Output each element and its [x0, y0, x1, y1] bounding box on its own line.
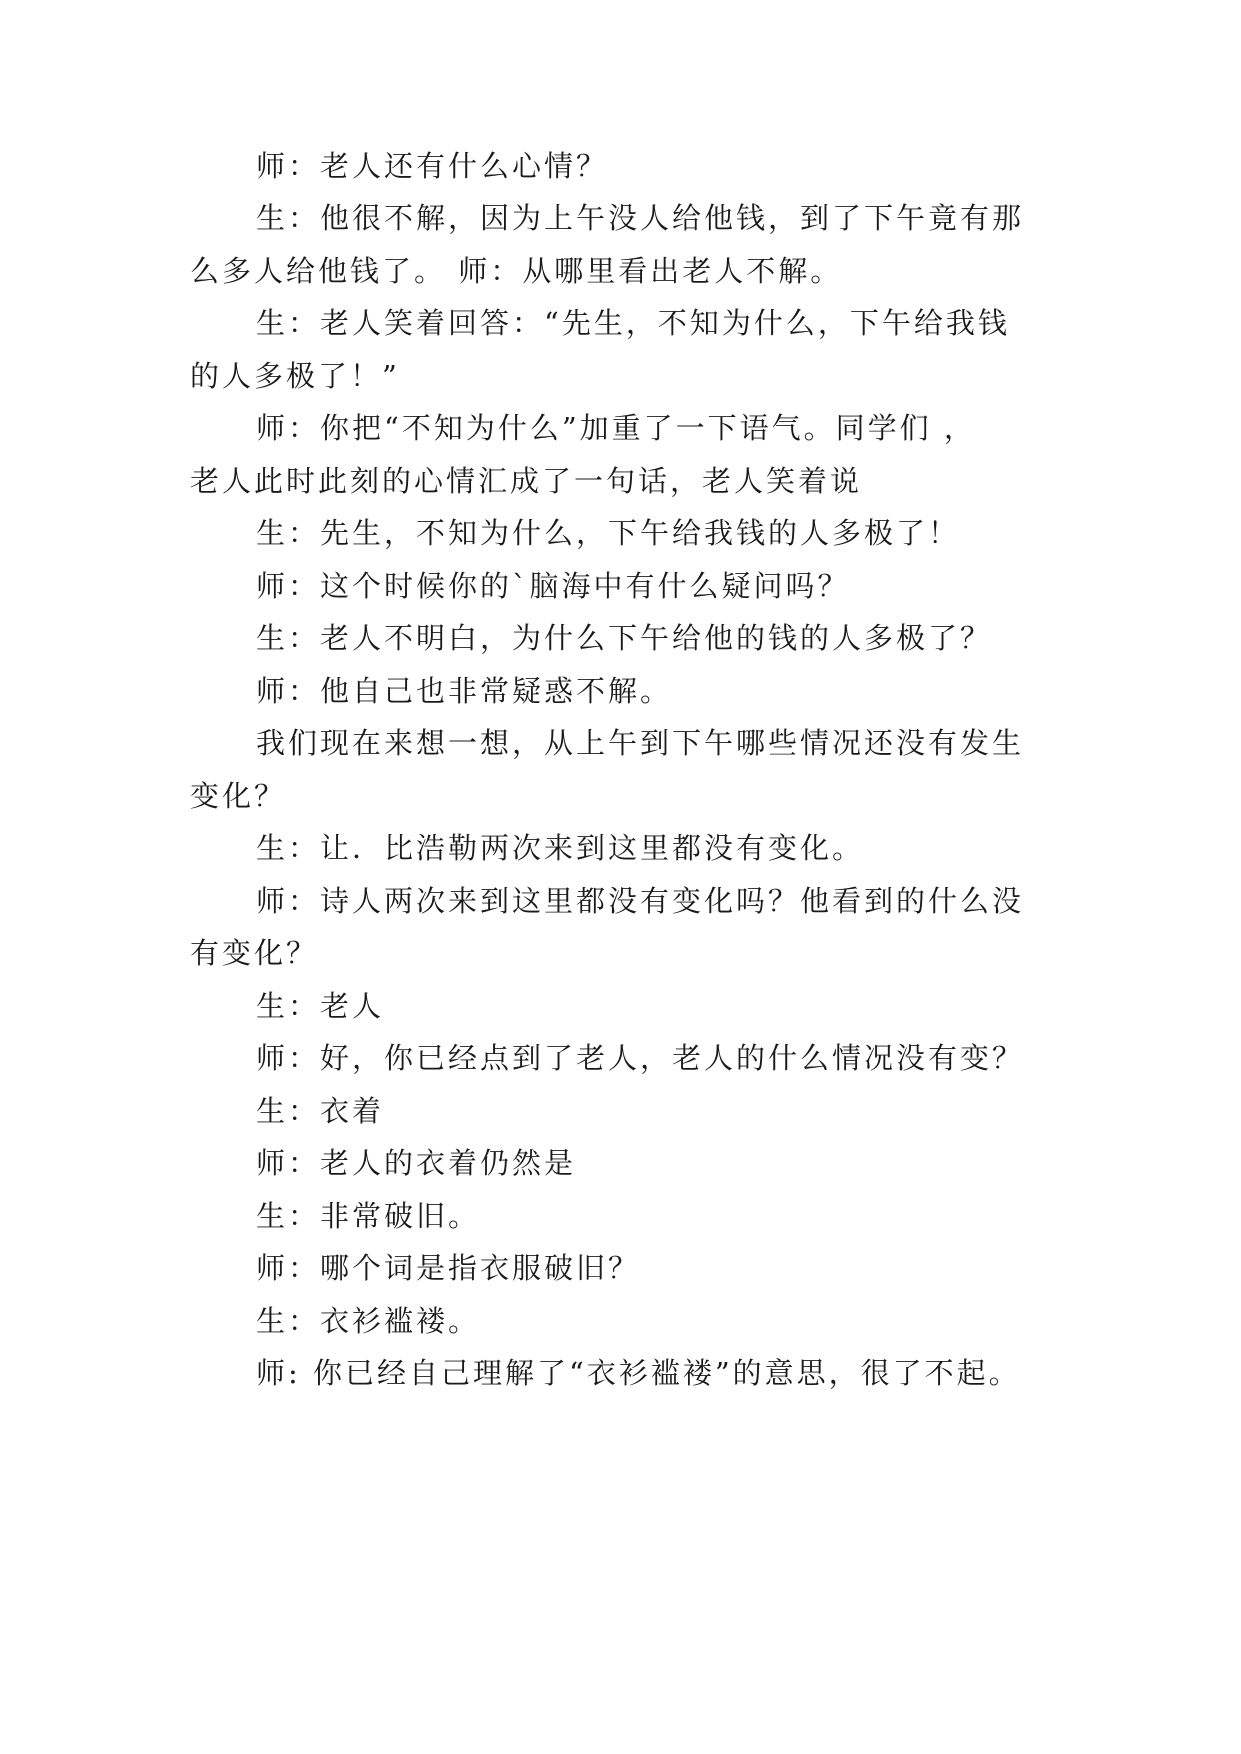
text-line: 师：老人的衣着仍然是: [256, 1146, 577, 1180]
text-line: 生：他很不解，因为上午没人给他钱，到了下午竟有那: [256, 201, 1025, 235]
text-line: 师：好，你已经点到了老人，老人的什么情况没有变？: [256, 1041, 1025, 1075]
text-line: 生：让．比浩勒两次来到这里都没有变化。: [256, 831, 865, 865]
text-line: 我们现在来想一想，从上午到下午哪些情况还没有发生: [256, 726, 1025, 760]
text-line: 师：他自己也非常疑惑不解。: [256, 674, 673, 708]
text-line: 生：衣衫褴褛。: [256, 1304, 481, 1338]
text-line: 老人此时此刻的心情汇成了一句话，老人笑着说: [190, 464, 863, 498]
text-line: 生：非常破旧。: [256, 1199, 481, 1233]
text-line: 师：哪个词是指衣服破旧？: [256, 1251, 641, 1285]
text-line: 生：先生，不知为什么，下午给我钱的人多极了！: [256, 516, 961, 550]
text-line: 师：这个时候你的`脑海中有什么疑问吗？: [256, 569, 850, 603]
text-line: 师：诗人两次来到这里都没有变化吗？他看到的什么没: [256, 884, 1025, 918]
text-line: 师: 你已经自己理解了“衣衫褴褛”的意思，很了不起。: [256, 1356, 1021, 1390]
text-line: 师：你把“不知为什么”加重了一下语气。同学们 ，: [256, 411, 976, 445]
text-line: 生：老人不明白，为什么下午给他的钱的人多极了？: [256, 621, 993, 655]
text-line: 师：老人还有什么心情？: [256, 149, 609, 183]
text-line: 有变化？: [190, 936, 319, 970]
text-line: 的人多极了！”: [190, 359, 400, 393]
text-line: 么多人给他钱了。 师：从哪里看出老人不解。: [190, 254, 843, 288]
text-line: 生：衣着: [256, 1094, 385, 1128]
text-line: 生：老人: [256, 989, 385, 1023]
text-line: 生：老人笑着回答：“先生，不知为什么，下午给我钱: [256, 306, 1010, 340]
text-line: 变化？: [190, 779, 287, 813]
